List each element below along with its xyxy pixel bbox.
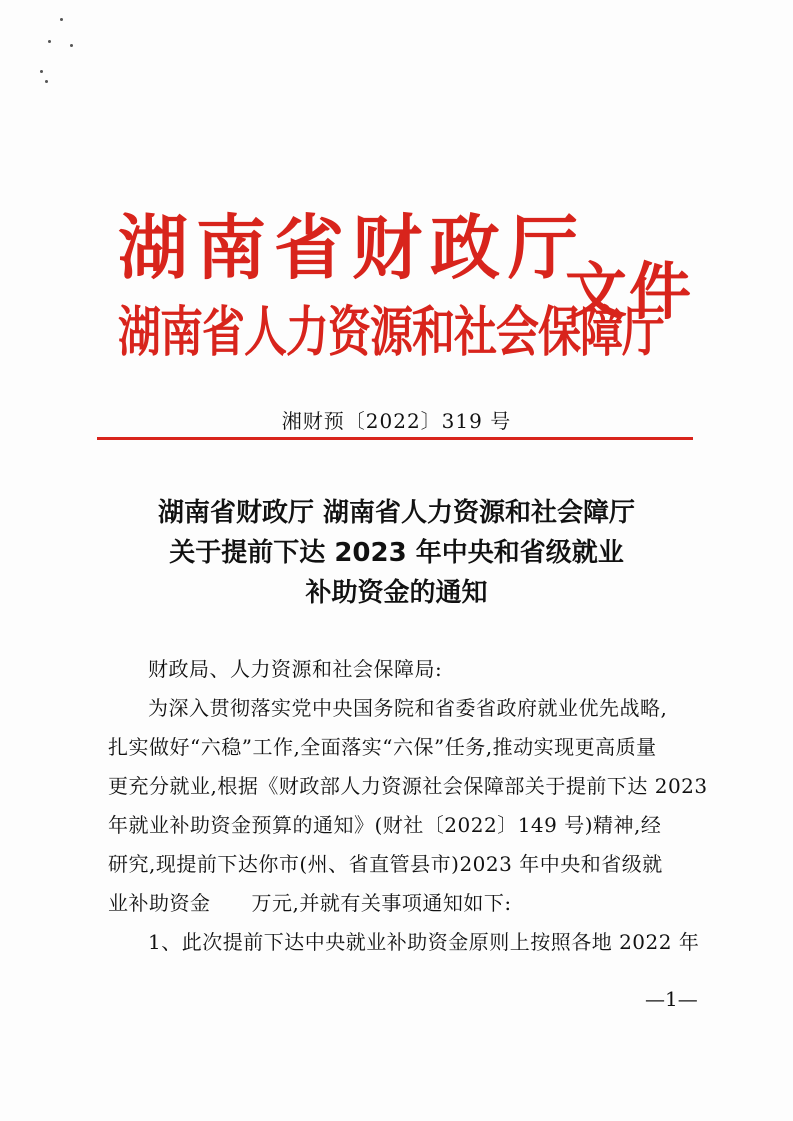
issuing-org-finance: 湖南省财政厅 (118, 207, 586, 289)
notice-body (108, 650, 708, 962)
red-separator-rule (97, 437, 693, 440)
scan-speck (70, 44, 73, 47)
scan-speck (48, 40, 51, 43)
document-number: 湘财预〔2022〕319 号 (281, 409, 512, 433)
scan-speck (45, 80, 48, 83)
paragraph-line: 年就业补助资金预算的通知》(财社〔2022〕149 号)精神,经 (108, 813, 662, 837)
paragraph-line: 为深入贯彻落实党中央国务院和省委省政府就业优先战略, (148, 696, 668, 720)
title-line: 补助资金的通知 (305, 578, 488, 608)
paragraph-line: 扎实做好“六稳”工作,全面落实“六保”任务,推动实现更高质量 (108, 735, 657, 759)
page-number: —1— (645, 987, 698, 1011)
title-line: 关于提前下达 2023 年中央和省级就业 (169, 538, 624, 568)
notice-title (0, 493, 793, 613)
issuing-org-hrss: 湖南省人力资源和社会保障厅 (118, 301, 664, 365)
scan-speck (40, 70, 43, 73)
document-header (118, 205, 694, 375)
scan-speck (60, 18, 63, 21)
document-suffix: 文件 (565, 255, 694, 328)
paragraph-line: 1、此次提前下达中央就业补助资金原则上按照各地 2022 年 (148, 930, 700, 954)
addressee: 财政局、人力资源和社会保障局: (148, 657, 443, 681)
title-line: 湖南省财政厅 湖南省人力资源和社会障厅 (157, 498, 636, 528)
paragraph-line: 业补助资金 万元,并就有关事项通知如下: (108, 891, 512, 915)
paragraph-line: 研究,现提前下达你市(州、省直管县市)2023 年中央和省级就 (108, 852, 663, 876)
paragraph-line: 更充分就业,根据《财政部人力资源社会保障部关于提前下达 2023 (108, 774, 708, 798)
